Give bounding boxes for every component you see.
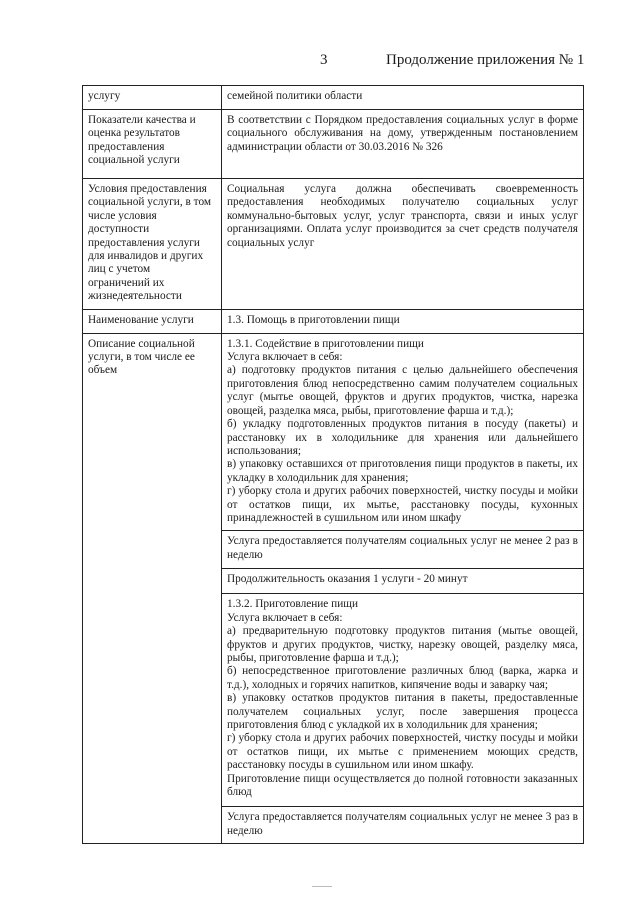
label-line: услуги, в том числе ее xyxy=(88,351,195,364)
label-line: Показатели качества и xyxy=(88,114,196,126)
list-item: б) непосредственное приготовление различных блюд (варка, жарка и т.д.), холодных и горячих напитков, кипячение воды и заварку чая; xyxy=(227,665,578,691)
list-item: в) упаковку остатков продуктов питания в пакеты, предоставленные получателем социальных услуг, после завершения процесса приготовления блюд с укладкой их в холодильник для хранения; xyxy=(227,692,578,731)
table-row xyxy=(83,110,584,179)
content-text: семейной политики области xyxy=(227,90,363,102)
label-line: жизнедеятельности xyxy=(88,290,182,303)
label-line: лиц с учетом xyxy=(88,263,151,276)
label-line: Условия предоставления xyxy=(88,183,207,195)
content-text: Услуга предоставляется получателям социальных услуг не менее 3 раз в неделю xyxy=(227,811,578,837)
list-item: а) подготовку продуктов питания с целью дальнейшего обеспечения приготовления блюд непосредственно самим получателем социальных услуг (мытье овощей, фруктов и других продуктов, чистка, нарезка овощей, разделка мяса, рыбы, приготовление фарша и т.д.); xyxy=(227,364,578,417)
label-line: услугу xyxy=(88,90,121,102)
page-header xyxy=(0,52,640,72)
label-line: ограничений их xyxy=(88,276,165,289)
row-label xyxy=(83,110,222,179)
label-line: социальной услуги, в том xyxy=(88,196,212,209)
table-row xyxy=(83,179,584,310)
row-label xyxy=(83,179,222,310)
row-label xyxy=(83,309,222,333)
service-block-1-3-2 xyxy=(222,594,584,807)
block-closing: Приготовление пищи осуществляется до полной готовности заказанных блюд xyxy=(227,772,578,799)
label-line: предоставления xyxy=(88,140,165,153)
label-line: предоставления услуги xyxy=(88,236,200,249)
list-item: а) предварительную подготовку продуктов питания (мытье овощей, фруктов и других продуктов, чистку, нарезку овощей, разделку мяса, рыбы, приготовление фарша и т.д.); xyxy=(227,625,578,664)
row-content xyxy=(222,110,584,179)
list-item: в) упаковку оставшихся от приготовления пищи продуктов в пакеты, их укладку в холодильник для хранения; xyxy=(227,458,578,484)
service-name: 1.3. Помощь в приготовлении пищи xyxy=(227,313,400,326)
block-intro: Услуга включает в себя: xyxy=(227,351,343,364)
label-line: социальной услуги xyxy=(88,154,180,167)
label-line: Описание социальной xyxy=(88,337,195,350)
service-block-1-3-1 xyxy=(222,333,584,531)
label-line: числе условия xyxy=(88,209,157,222)
list-item: г) уборку стола и других рабочих поверхностей, чистку посуды и мойки от остатков пищи, их мытье с применением моющих средств, расстановку посуды в сушильном или ином шкафу. xyxy=(227,732,578,772)
list-item: б) укладку подготовленных продуктов питания в посуду (пакеты) и расстановку их в холодильнике для хранения или дальнейшего использования; xyxy=(227,418,578,457)
table-row xyxy=(83,333,584,531)
content-text: Услуга предоставляется получателям социальных услуг не менее 2 раз в неделю xyxy=(227,535,578,561)
frequency-note xyxy=(222,807,584,844)
page-number: 3 xyxy=(320,52,328,68)
block-title: 1.3.1. Содействие в приготовлении пищи xyxy=(227,337,424,350)
row-label xyxy=(83,86,222,110)
content-text: Продолжительность оказания 1 услуги - 20 минут xyxy=(227,573,468,586)
label-line: Наименование услуги xyxy=(88,313,194,326)
duration-note xyxy=(222,569,584,594)
frequency-note xyxy=(222,531,584,569)
scan-mark xyxy=(312,886,332,889)
list-item: г) уборку стола и других рабочих поверхностей, чистку посуды и мойки от остатков пищи, их мытье, расстановку посуды, кухонных принадлежностей в сушильном или ином шкафу xyxy=(227,485,578,524)
row-content xyxy=(222,86,584,110)
block-title: 1.3.2. Приготовление пищи xyxy=(227,598,358,611)
row-content xyxy=(222,179,584,310)
table-row xyxy=(83,86,584,110)
label-line: для инвалидов и других xyxy=(88,250,204,263)
service-table xyxy=(82,85,584,844)
label-line: оценка результатов xyxy=(88,127,181,140)
block-intro: Услуга включает в себя: xyxy=(227,611,343,624)
continuation-title: Продолжение приложения № 1 xyxy=(386,52,585,68)
label-line: доступности xyxy=(88,223,150,236)
table-row xyxy=(83,309,584,333)
content-text: Социальная услуга должна обеспечивать своевременность предоставления необходимых получателю социальных услуг коммунально-бытовых услуг, услуг транспорта, связи и иных услуг организациями. Оплата услуг производится за счет средств получателя социальных услуг xyxy=(227,183,578,249)
row-content xyxy=(222,309,584,333)
content-text: В соответствии с Порядком предоставления социальных услуг в форме социального обслуживания на дому, утвержденным постановлением администрации области от 30.03.2016 № 326 xyxy=(227,114,578,153)
row-label xyxy=(83,333,222,844)
label-line: объем xyxy=(88,364,118,377)
